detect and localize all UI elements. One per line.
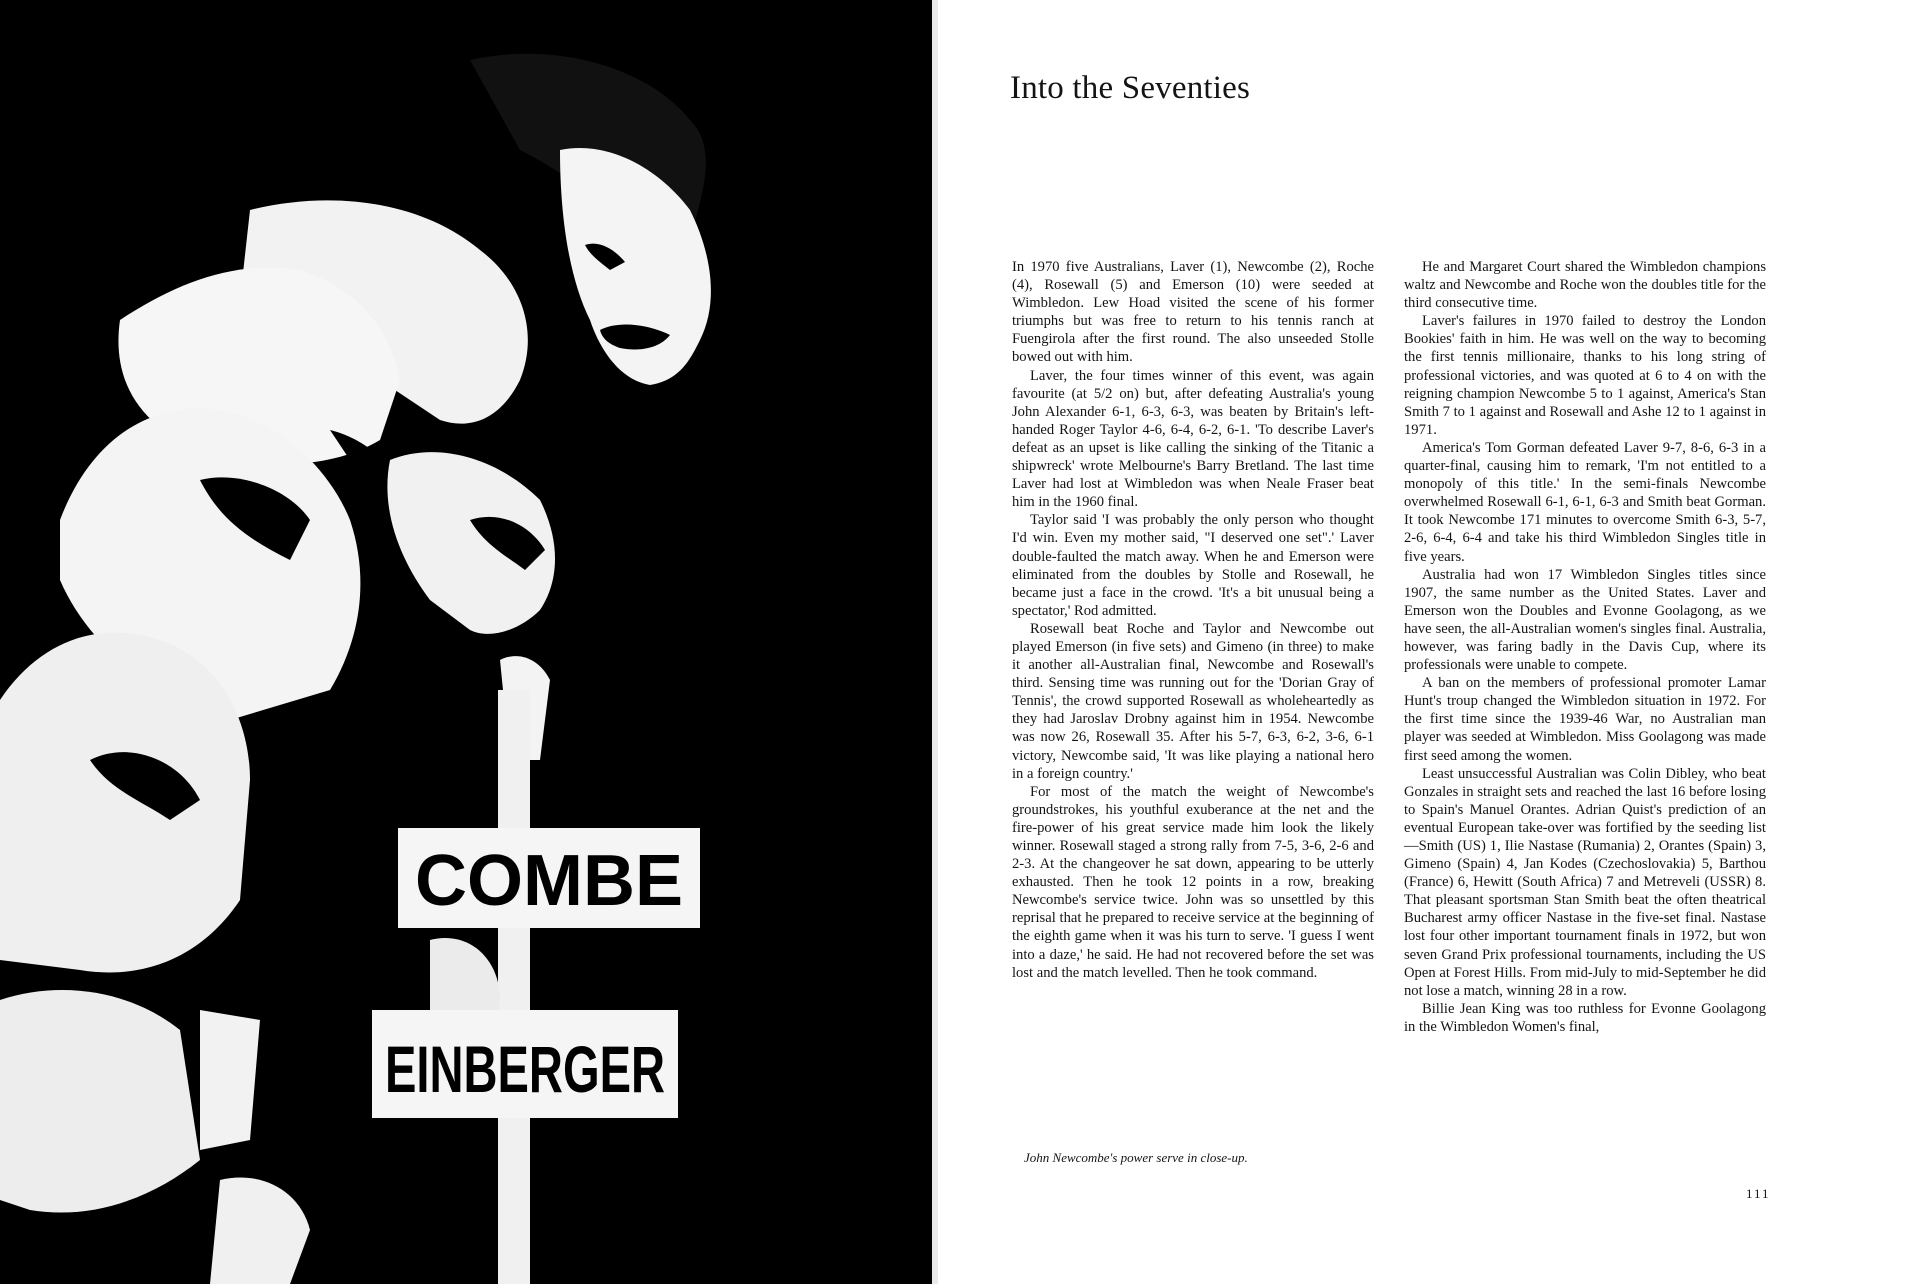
newcombe-serve-photo (0, 0, 932, 1284)
text-column-right (1404, 258, 1766, 1036)
paragraph: Laver's failures in 1970 failed to destroy the London Bookies' faith in him. He was well on the way to becoming the first tennis millionaire, thanks to his long string of professional victories, and was quoted at 6 to 4 on with the reigning champion Newcombe 5 to 1 against, America's Stan Smith 7 to 1 against and Rosewall and Ashe 12 to 1 against in 1971. (1404, 313, 1766, 438)
text-page (938, 0, 1920, 1284)
paragraph: Australia had won 17 Wimbledon Singles titles since 1907, the same number as the United States. Laver and Emerson won the Doubles and Evonne Goolagong, as we have seen, the all-Australian women's singles final. Australia, however, was faring badly in the Davis Cup, where its professionals were unable to compete. (1404, 566, 1766, 674)
paragraph: Least unsuccessful Australian was Colin Dibley, who beat Gonzales in straight sets and reached the last 16 before losing to Spain's Manuel Orantes. Adrian Quist's prediction of an eventual European take-over was fortified by the seeding list—Smith (US) 1, Ilie Nastase (Rumania) 2, Orantes (Spain) 3, Gimeno (Spain) 4, Jan Kodes (Czechoslovakia) 5, Barthou (France) 6, Hewitt (South Africa) 7 and Metreveli (USSR) 8. That pleasant sportsman Stan Smith beat the often theatrical Bucharest army officer Nastase in the five-set final. Nastase lost four other important tournament finals in 1972, but won seven Grand Prix professional tournaments, including the US Open at Forest Hills. From mid-July to mid-September he did not lose a match, winning 28 in a row. (1404, 765, 1766, 999)
paragraph: Taylor said 'I was probably the only person who thought I'd win. Even my mother said, "I deserved one set".' Laver double-faulted the match away. When he and Emerson were eliminated from the doubles by Stolle and Rosewall, he became just a face in the crowd. 'It's a bit unusual being a spectator,' Rod admitted. (1012, 512, 1374, 619)
paragraph: He and Margaret Court shared the Wimbledon champions waltz and Newcombe and Roche won the doubles title for the third consecutive time. (1404, 259, 1766, 312)
sign-top-text: COMBE (415, 841, 683, 921)
paragraph: In 1970 five Australians, Laver (1), Newcombe (2), Roche (4), Rosewall (5) and Emerson (10) were seeded at Wimbledon. Lew Hoad visited the scene of his former triumphs but was free to return to his tennis ranch at Fuengirola after the first round. The also unseeded Stolle bowed out with him. (1012, 259, 1374, 366)
paragraph: For most of the match the weight of Newcombe's groundstrokes, his youthful exuberance at the net and the fire-power of his great service made him look the likely winner. Rosewall staged a strong rally from 7-5, 3-6, 2-6 and 2-3. At the changeover he sat down, appearing to be utterly exhausted. Then he took 12 points in a row, breaking Newcombe's service twice. John was so unsettled by this reprisal that he prepared to receive service at the beginning of the eighth game when it was his turn to serve. 'I guess I went into a daze,' he said. He had not recovered before the set was lost and the match levelled. Then he took command. (1012, 783, 1374, 981)
photo-caption: John Newcombe's power serve in close-up. (1024, 1150, 1248, 1165)
paragraph: A ban on the members of professional promoter Lamar Hunt's troup changed the Wimbledon situation in 1972. For the first time since the 1939-46 War, no Australian man player was seeded at Wimbledon. Miss Goolagong was made first seed among the women. (1404, 675, 1766, 764)
paragraph: Rosewall beat Roche and Taylor and Newcombe out played Emerson (in five sets) and Gimeno (in three) to make it another all-Australian final, Newcombe and Rosewall's third. Sensing time was running out for the 'Dorian Gray of Tennis', the crowd supported Rosewall as wholeheartedly as they had Jaroslav Drobny against him in 1954. Newcombe was now 26, Rosewall 35. After his 5-7, 6-3, 6-2, 3-6, 6-1 victory, Newcombe said, 'It was like playing a national hero in a foreign country.' (1012, 620, 1374, 782)
paragraph: Laver, the four times winner of this event, was again favourite (at 5/2 on) but, after defeating Australia's young John Alexander 6-1, 6-3, 6-3, was beaten by Britain's left-handed Roger Taylor 4-6, 6-4, 6-2, 6-1. 'To describe Laver's defeat as an upset is like calling the sinking of the Titanic a shipwreck' wrote Melbourne's Barry Bretland. The last time Laver had lost at Wimbledon was when Neale Fraser beat him in the 1960 final. (1012, 367, 1374, 511)
paragraph: America's Tom Gorman defeated Laver 9-7, 8-6, 6-3 in a quarter-final, causing him to remark, 'I'm not entitled to a monopoly of this title.' In the semi-finals Newcombe overwhelmed Rosewall 6-1, 6-1, 6-3 and Smith beat Gorman. It took Newcombe 171 minutes to overcome Smith 6-3, 5-7, 2-6, 6-4, 6-4 and take his third Wimbledon Singles title in five years. (1404, 439, 1766, 565)
text-column-left (1012, 258, 1374, 982)
sign-bottom-text: EINBERGER (385, 1032, 665, 1106)
chapter-title: Into the Seventies (1010, 70, 1251, 106)
page-number: 111 (1746, 1186, 1771, 1201)
photo-page (0, 0, 932, 1284)
paragraph: Billie Jean King was too ruthless for Evonne Goolagong in the Wimbledon Women's final, (1404, 1000, 1766, 1035)
